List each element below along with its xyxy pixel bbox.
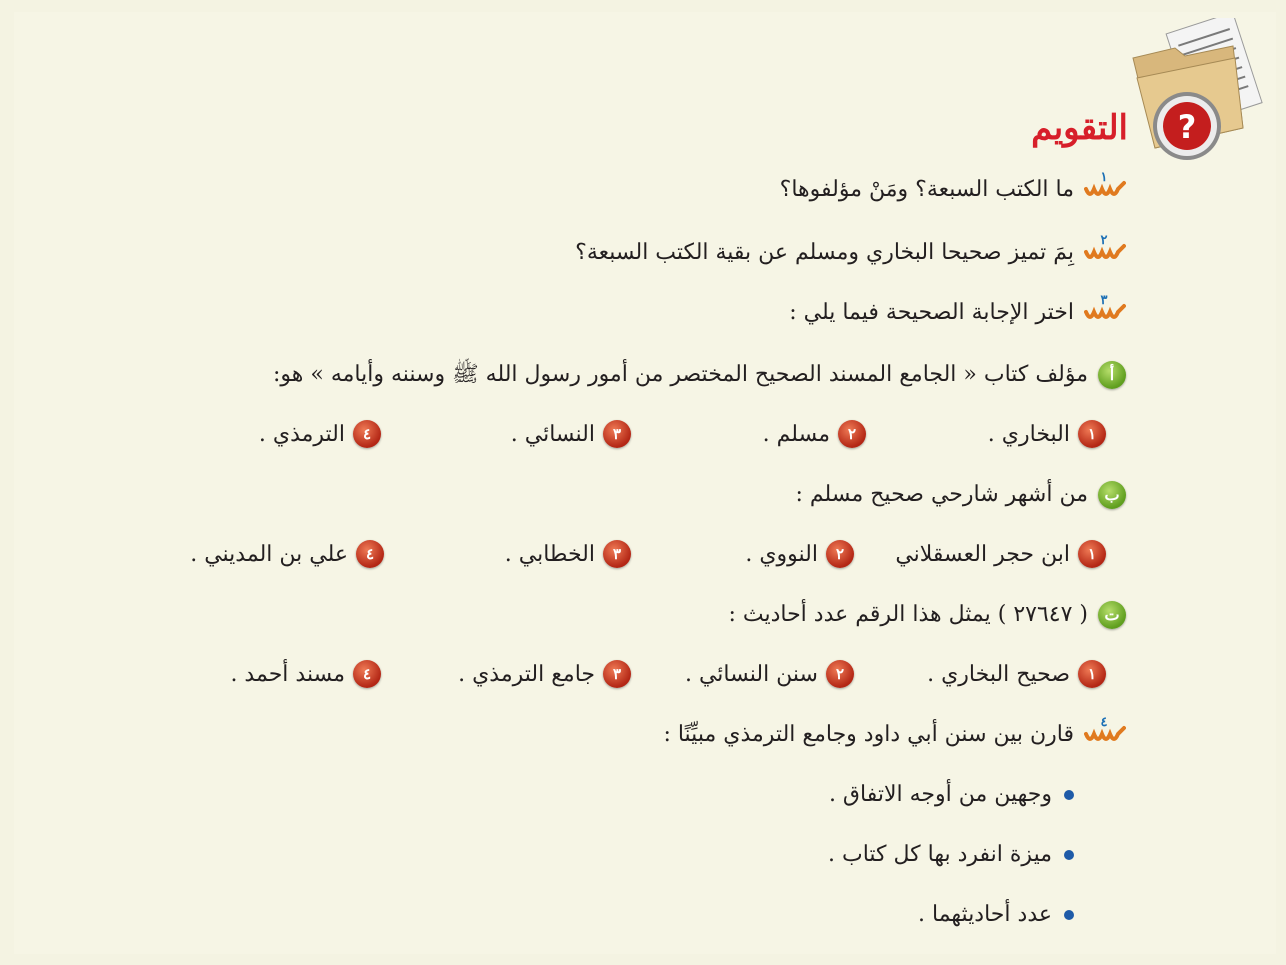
option-text: الخطابي . xyxy=(504,541,595,567)
option-number-badge: ٣ xyxy=(603,660,631,688)
option-1 xyxy=(988,420,1106,448)
page-title: التقويم xyxy=(1031,108,1128,148)
option-3 xyxy=(458,660,631,688)
option-4 xyxy=(190,540,384,568)
option-4 xyxy=(230,660,381,688)
bullet-item xyxy=(918,902,1074,927)
option-4 xyxy=(259,420,381,448)
option-text: النسائي . xyxy=(510,421,595,447)
question-wave-icon: ٣ xyxy=(1084,298,1126,328)
option-1 xyxy=(895,540,1106,568)
subquestion-text: ( ٢٧٦٤٧ ) يمثل هذا الرقم عدد أحاديث : xyxy=(728,602,1088,627)
option-number-badge: ٤ xyxy=(353,660,381,688)
option-text: علي بن المديني . xyxy=(190,541,348,567)
bullet-text: وجهين من أوجه الاتفاق . xyxy=(828,782,1052,807)
folder-question-icon xyxy=(1115,18,1270,168)
option-text: صحيح البخاري . xyxy=(927,661,1070,687)
option-number-badge: ١ xyxy=(1078,540,1106,568)
option-2 xyxy=(763,420,866,448)
question-3 xyxy=(789,293,1126,328)
bullet-item xyxy=(828,842,1074,867)
option-3 xyxy=(511,420,631,448)
option-number-badge: ١ xyxy=(1078,660,1106,688)
bullet-text: ميزة انفرد بها كل كتاب . xyxy=(828,842,1052,867)
option-number-badge: ٣ xyxy=(603,540,631,568)
option-number-badge: ٢ xyxy=(838,420,866,448)
question-wave-icon: ١ xyxy=(1084,175,1126,205)
bullet-text: عدد أحاديثهما . xyxy=(918,902,1052,927)
option-text: مسند أحمد . xyxy=(230,661,345,687)
subquestion-text: من أشهر شارحي صحيح مسلم : xyxy=(795,482,1088,507)
bullet-dot-icon xyxy=(1064,790,1074,800)
option-number-badge: ٢ xyxy=(826,660,854,688)
option-2 xyxy=(685,660,854,688)
subquestion-t xyxy=(728,600,1126,630)
subquestion-text: مؤلف كتاب « الجامع المسند الصحيح المختصر من أمور رسول الله ﷺ وسننه وأيامه » هو: xyxy=(273,362,1088,387)
option-2 xyxy=(745,540,854,568)
subquestion-b xyxy=(796,480,1127,510)
option-text: جامع الترمذي . xyxy=(458,661,595,687)
option-text: مسلم . xyxy=(762,421,830,447)
question-4 xyxy=(663,715,1126,750)
option-text: البخاري . xyxy=(987,421,1070,447)
option-number-badge: ٢ xyxy=(826,540,854,568)
option-text: سنن النسائي . xyxy=(684,661,818,687)
option-1 xyxy=(927,660,1106,688)
option-text: الترمذي . xyxy=(258,421,345,447)
svg-text:?: ? xyxy=(1177,108,1197,146)
question-text: قارن بين سنن أبي داود وجامع الترمذي مبيِّنًا : xyxy=(663,722,1074,747)
letter-badge: ب xyxy=(1098,481,1126,509)
question-text: بِمَ تميز صحيحا البخاري ومسلم عن بقية الكتب السبعة؟ xyxy=(575,240,1074,265)
bullet-dot-icon xyxy=(1064,910,1074,920)
bullet-item xyxy=(829,782,1074,807)
option-text: النووي . xyxy=(745,541,818,567)
question-wave-icon: ٤ xyxy=(1084,720,1126,750)
option-number-badge: ٤ xyxy=(356,540,384,568)
option-3 xyxy=(505,540,631,568)
letter-badge: أ xyxy=(1098,361,1126,389)
question-wave-icon: ٢ xyxy=(1084,238,1126,268)
option-text: ابن حجر العسقلاني xyxy=(895,541,1070,567)
question-1 xyxy=(779,170,1126,205)
question-2 xyxy=(575,233,1126,268)
letter-badge: ت xyxy=(1098,601,1126,629)
option-number-badge: ١ xyxy=(1078,420,1106,448)
bullet-dot-icon xyxy=(1064,850,1074,860)
subquestion-a xyxy=(273,360,1126,390)
option-number-badge: ٣ xyxy=(603,420,631,448)
question-text: اختر الإجابة الصحيحة فيما يلي : xyxy=(789,300,1074,325)
question-text: ما الكتب السبعة؟ ومَنْ مؤلفوها؟ xyxy=(779,177,1074,202)
option-number-badge: ٤ xyxy=(353,420,381,448)
